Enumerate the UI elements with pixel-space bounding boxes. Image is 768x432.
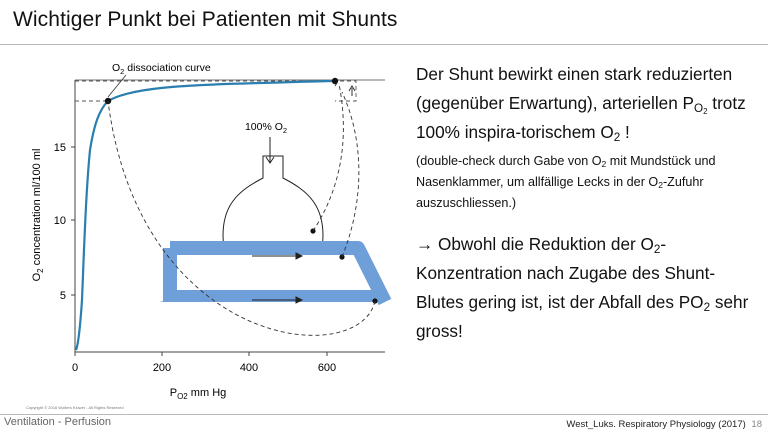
shunt-figure [0, 46, 405, 406]
x-tick-label: 200 [152, 362, 172, 374]
y-ticks [54, 142, 75, 302]
shunt-statement: Der Shunt bewirkt einen stark reduzierten (gegenüber Erwartung), arteriellen $P_{O_2}$ trotz 100% inspira-torischem $O_2$ ! [416, 64, 746, 144]
title-divider [0, 44, 768, 45]
x-tick-label: 600 [317, 362, 337, 374]
copyright-note: Copyright © 2016 Wolters Kluwer - All Rights Reserved [26, 405, 124, 410]
x-axis-label: $P_{O2}$ mm Hg [169, 387, 227, 401]
x-ticks [72, 352, 336, 374]
y-axis-label: $O_2$ concentration ml/100 ml [31, 148, 45, 282]
conclusion-statement: → Obwohl die Reduktion der $O_2$-Konzentration nach Zugabe des Shunt-Blutes gering ist, ist der Abfall des $PO_2$ sehr gross! [416, 234, 749, 341]
footer-divider [0, 414, 768, 415]
inflow-arrow-icon [266, 137, 274, 163]
footer-citation [566, 419, 762, 430]
footer-section-label: Ventilation - Perfusion [4, 416, 112, 428]
x-tick-label: 400 [239, 362, 259, 374]
slide-title: Wichtiger Punkt bei Patienten mit Shunts [13, 8, 398, 31]
footer-source: West_Luks. Respiratory Physiology (2017) [566, 419, 746, 430]
page-number: 18 [751, 419, 762, 430]
double-check-note: (double-check durch Gabe von $O_2$ mit Mundstück und Nasenklammer, um allfällige Lecks in der $O_2$-Zufuhr auszuschliessen.) [416, 154, 716, 210]
x-tick-label: 0 [71, 362, 79, 374]
y-tick-label: 5 [59, 290, 66, 302]
y-tick-label: 15 [53, 142, 66, 154]
y-tick-label: 10 [53, 215, 66, 227]
inspired-o2-label: 100% $O_2$ [244, 121, 288, 135]
text-column [416, 60, 761, 346]
alveolus [223, 156, 323, 249]
curve-label: $O_2$ dissociation curve [112, 62, 211, 76]
